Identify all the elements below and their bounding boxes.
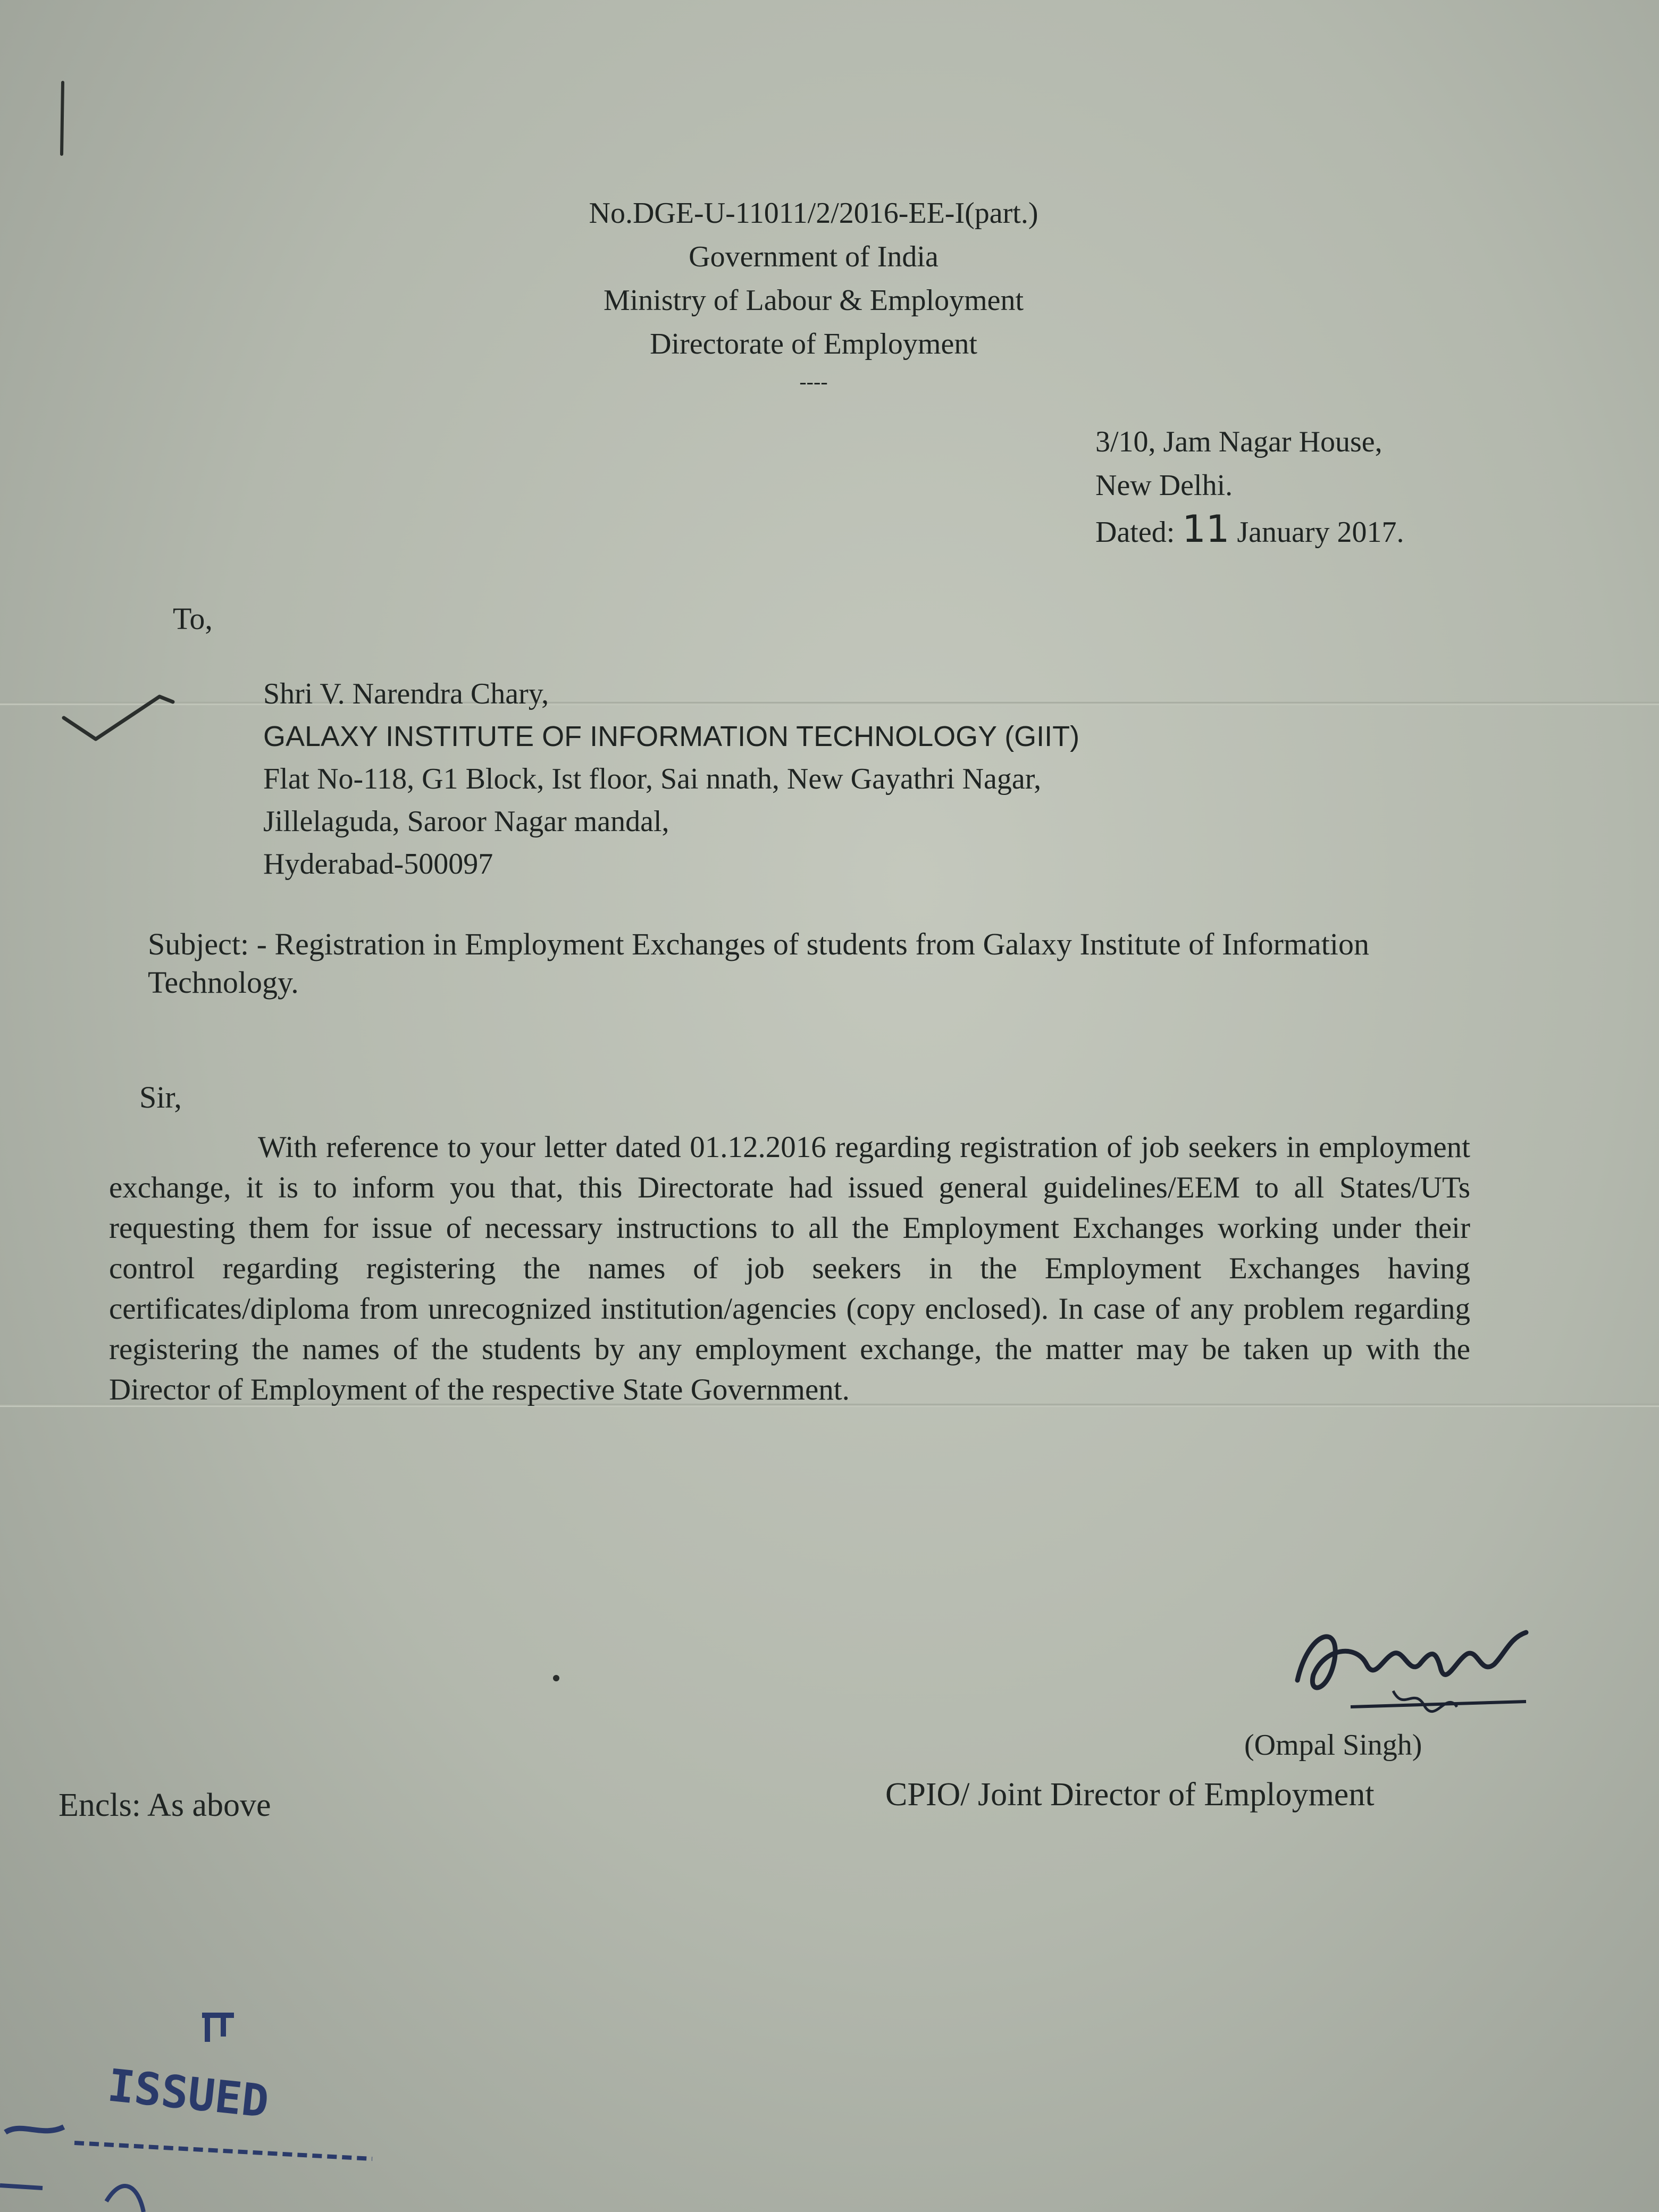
ink-dot [553, 1675, 559, 1681]
stamp-text: ISSUED [105, 2059, 271, 2128]
enclosures-note: Encls: As above [58, 1787, 271, 1823]
reference-number: No.DGE-U-11011/2/2016-EE-I(part.) [589, 197, 1038, 230]
recipient-address-1: Flat No-118, G1 Block, Ist floor, Sai nnath, New Gayathri Nagar, [263, 763, 1042, 795]
signer-name: (Ompal Singh) [1244, 1729, 1422, 1762]
dated-month-year: January 2017. [1237, 516, 1404, 549]
recipient-address-2: Jillelaguda, Saroor Nagar mandal, [263, 805, 669, 838]
address-line-2: New Delhi. [1095, 469, 1233, 502]
handwritten-signature [1276, 1601, 1553, 1739]
header-line-ministry: Ministry of Labour & Employment [603, 284, 1024, 317]
dated-day: 11 [1182, 507, 1230, 551]
subject-line: Subject: - Registration in Employment Exchanges of students from Galaxy Institute of Information Technology. [148, 927, 1369, 1000]
dated-line [1095, 507, 1404, 554]
dated-label: Dated: [1095, 516, 1175, 549]
letter-header [479, 191, 1149, 398]
letter-body: With reference to your letter dated 01.12.2016 regarding registration of job seekers in employment exchange, it is to inform you that, this Directorate had issued general guidelines/EEM to all States/UTs requesting them for issue of necessary instructions to all the Employment Exchanges working under their control regarding registering the names of job seekers in the Employment Exchanges having certificates/diploma from unrecognized institution/agencies (copy enclosed). In case of any problem regarding registering the names of the students by any employment exchange, the matter may be taken up with the Director of Employment of the respective State Government. [109, 1130, 1470, 1406]
margin-mark-icon [57, 80, 68, 160]
recipient-name: Shri V. Narendra Chary, [263, 677, 549, 710]
header-separator: ---- [799, 370, 828, 393]
checkmark-icon [58, 686, 175, 760]
address-line-1: 3/10, Jam Nagar House, [1095, 425, 1382, 458]
header-line-directorate: Directorate of Employment [650, 328, 977, 361]
recipient-block [263, 673, 1079, 885]
to-label: To, [173, 601, 213, 636]
recipient-address-3: Hyderabad-500097 [263, 848, 493, 881]
recipient-institute: GALAXY INSTITUTE OF INFORMATION TECHNOLOGY (GIIT) [263, 720, 1080, 752]
header-line-government: Government of India [689, 240, 939, 273]
issued-stamp [0, 1999, 383, 2212]
sender-address [1095, 420, 1404, 554]
salutation: Sir, [139, 1080, 182, 1115]
signer-designation: CPIO/ Joint Director of Employment [885, 1777, 1375, 1813]
